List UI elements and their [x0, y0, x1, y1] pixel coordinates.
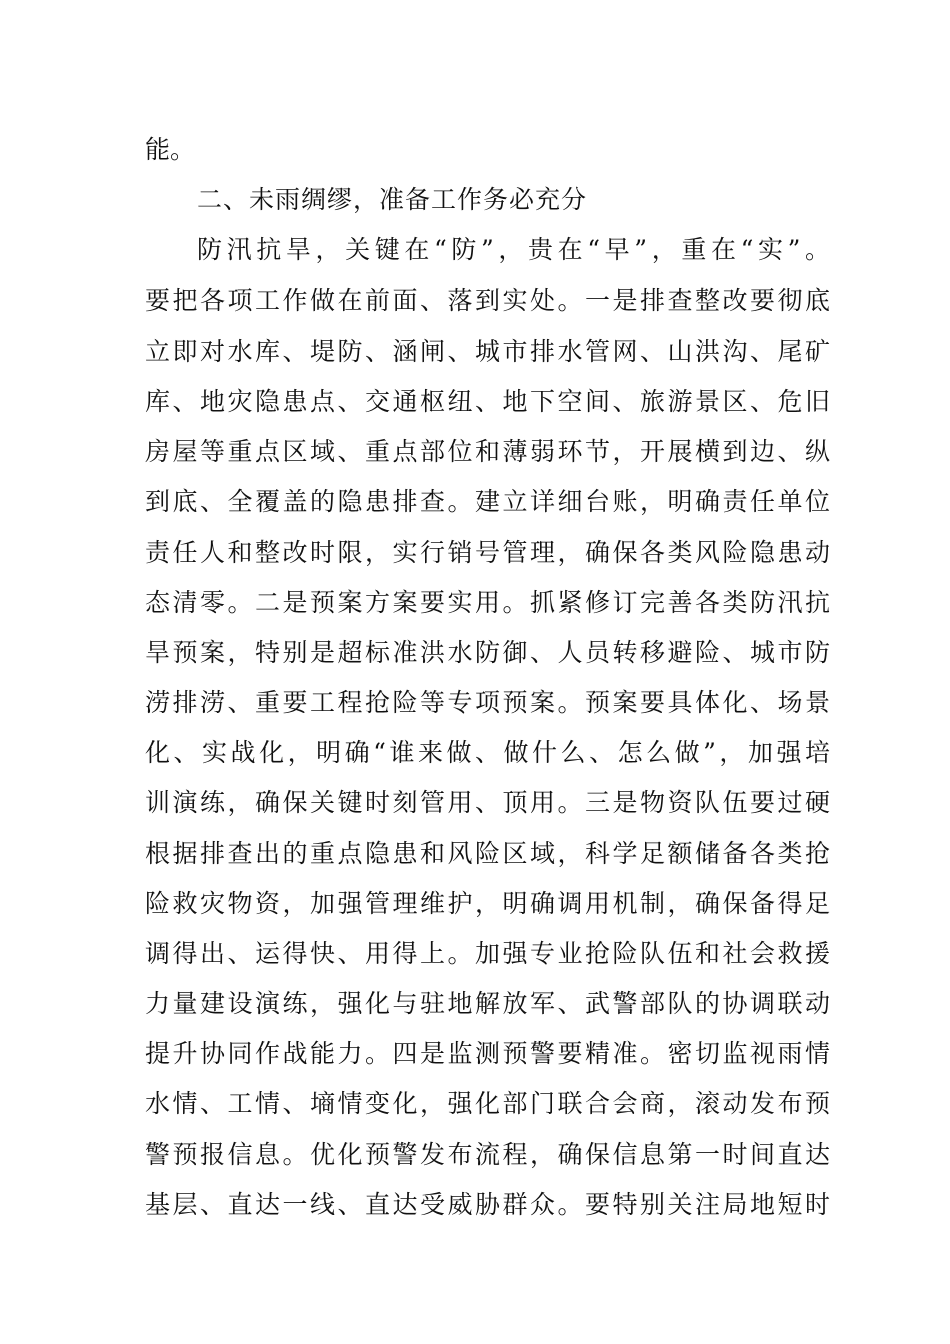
paragraph-first-line: 防汛抗旱，关键在“防”，贵在“早”，重在“实”。 — [197, 235, 830, 264]
paragraph-line: 力量建设演练，强化与驻地解放军、武警部队的协调联动 — [145, 989, 830, 1018]
paragraph-line: 旱预案，特别是超标准洪水防御、人员转移避险、城市防 — [145, 638, 830, 667]
paragraph-line: 险救灾物资，加强管理维护，明确调用机制，确保备得足 — [145, 889, 830, 918]
paragraph-line: 涝排涝、重要工程抢险等专项预案。预案要具体化、场景 — [145, 688, 830, 717]
paragraph-line: 立即对水库、堤防、涵闸、城市排水管网、山洪沟、尾矿 — [145, 337, 830, 366]
paragraph-line: 水情、工情、墒情变化，强化部门联合会商，滚动发布预 — [145, 1089, 830, 1118]
paragraph-line: 到底、全覆盖的隐患排查。建立详细台账，明确责任单位 — [145, 487, 830, 516]
paragraph-line: 调得出、运得快、用得上。加强专业抢险队伍和社会救援 — [145, 939, 830, 968]
paragraph-line: 要把各项工作做在前面、落到实处。一是排查整改要彻底 — [145, 286, 830, 315]
paragraph-line: 态清零。二是预案方案要实用。抓紧修订完善各类防汛抗 — [145, 588, 830, 617]
paragraph-line: 训演练，确保关键时刻管用、顶用。三是物资队伍要过硬 — [145, 788, 830, 817]
section-heading: 二、未雨绸缪，准备工作务必充分 — [197, 185, 588, 214]
paragraph-line: 责任人和整改时限，实行销号管理，确保各类风险隐患动 — [145, 538, 830, 567]
paragraph-line: 库、地灾隐患点、交通枢纽、地下空间、旅游景区、危旧 — [145, 387, 830, 416]
paragraph-line: 警预报信息。优化预警发布流程，确保信息第一时间直达 — [145, 1140, 830, 1169]
paragraph-line: 提升协同作战能力。四是监测预警要精准。密切监视雨情 — [145, 1039, 830, 1068]
paragraph-end-line: 能。 — [145, 135, 196, 164]
paragraph-line: 根据排查出的重点隐患和风险区域，科学足额储备各类抢 — [145, 839, 830, 868]
paragraph-line: 基层、直达一线、直达受威胁群众。要特别关注局地短时 — [145, 1190, 830, 1219]
paragraph-line: 房屋等重点区域、重点部位和薄弱环节，开展横到边、纵 — [145, 437, 830, 466]
paragraph-line: 化、实战化，明确“谁来做、做什么、怎么做”，加强培 — [145, 738, 830, 767]
